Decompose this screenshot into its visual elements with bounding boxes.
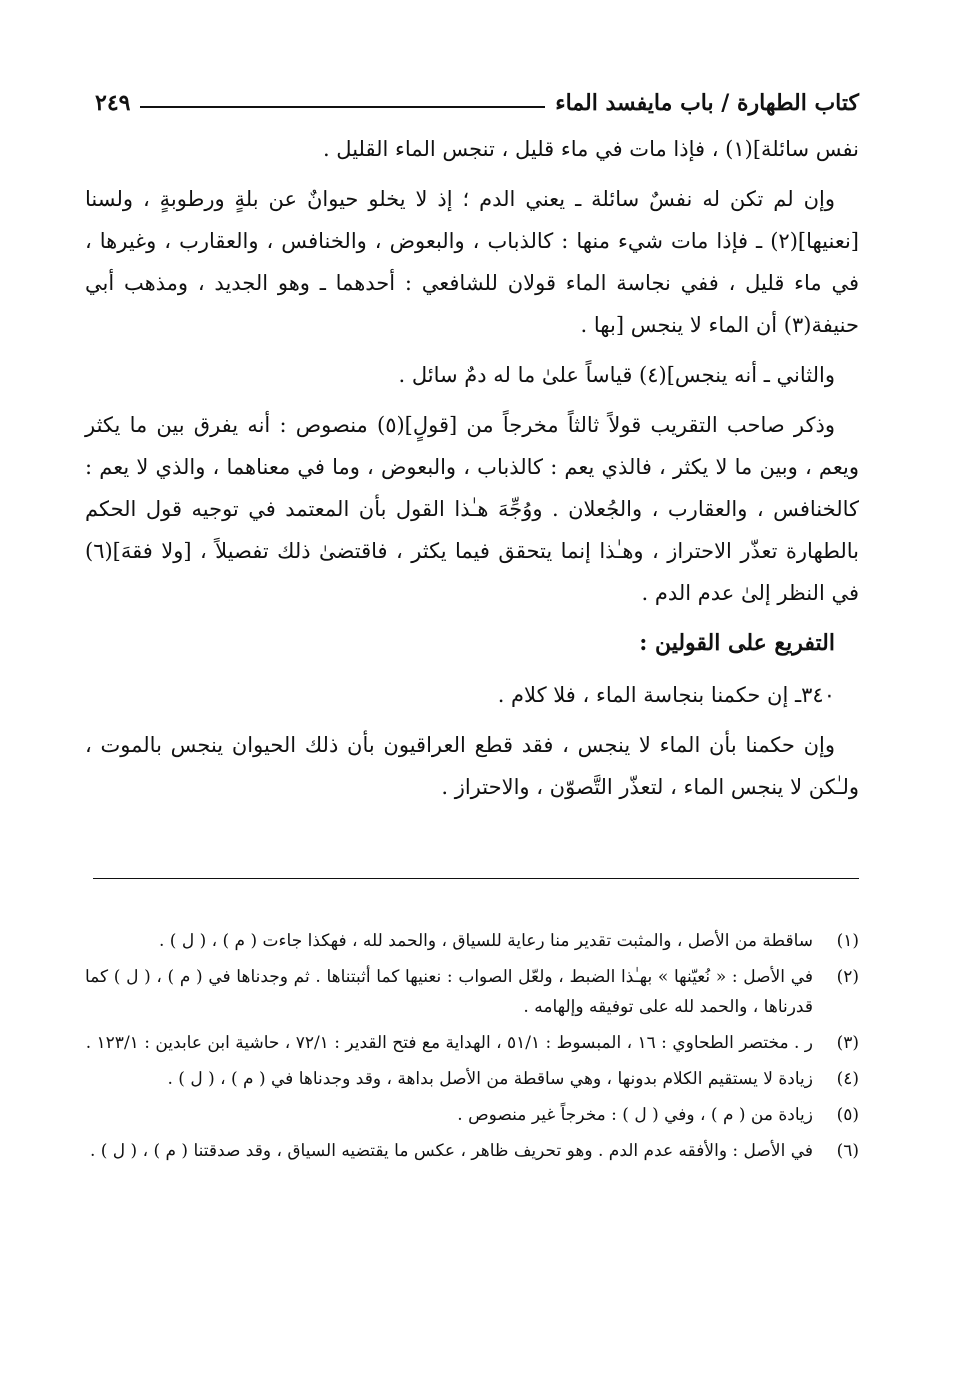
footnote-text: زيادة من ( م ) ، وفي ( ل ) : مخرجاً غير منصوص .	[457, 1105, 813, 1125]
footnote-number: (١)	[836, 931, 859, 951]
footnotes	[85, 926, 859, 1172]
footnote	[85, 926, 859, 956]
footnote-number: (٤)	[836, 1069, 859, 1089]
footnote	[85, 1028, 859, 1058]
paragraph-6: وإن حكمنا بأن الماء لا ينجس ، فقد قطع العراقيون بأن ذلك الحيوان ينجس بالموت ، ولـٰكن لا ينجس الماء ، لتعذّر التَّصوّن ، والاحتراز .	[85, 733, 859, 799]
paragraph-2: وإن لم تكن له نفسٌ سائلة ـ يعني الدم ؛ إذ لا يخلو حيوانٌ عن بلةٍ ورطوبةٍ ، ولسنا [نعنيها](٢) ـ فإذا مات شيء منها : كالذباب ، والبعوض ، والخنافس ، والعقارب ، وغيرها ، في ماء قليل ، ففي نجاسة الماء قولان للشافعي : أحدهما ـ وهو الجديد ، ومذهب أبي حنيفة(٣) أن الماء لا ينجس [بها .	[85, 187, 859, 337]
paragraph-1: نفس سائلة](١) ، فإذا مات في ماء قليل ، تنجس الماء القليل .	[322, 137, 859, 161]
running-header	[95, 82, 859, 116]
footnote	[85, 1064, 859, 1094]
footnote	[85, 1100, 859, 1130]
footnote-number: (٢)	[836, 967, 859, 987]
footnote-text: في الأصل : والأفقه عدم الدم . وهو تحريف ظاهر ، عكس ما يقتضيه السياق ، وقد صدقتنا ( م ) ، ( ل ) .	[89, 1141, 813, 1161]
page-number: ٢٤٩	[95, 90, 131, 116]
footnote	[85, 1136, 859, 1166]
paragraph-5: ٣٤٠ـ إن حكمنا بنجاسة الماء ، فلا كلام .	[497, 683, 835, 707]
footnote-text: زيادة لا يستقيم الكلام بدونها ، وهي ساقطة من الأصل بداهة ، وقد وجدناها في ( م ) ، ( ل ) .	[167, 1069, 813, 1089]
footnote-number: (٥)	[836, 1105, 859, 1125]
footnote-number: (٣)	[836, 1033, 859, 1053]
footnote-text: ساقطة من الأصل ، والمثبت تقدير منا رعاية للسياق ، والحمد لله ، فهكذا جاءت ( م ) ، ( ل ) .	[159, 931, 813, 951]
footnote	[85, 962, 859, 1022]
paragraph-4: وذكر صاحب التقريب قولاً ثالثاً مخرجاً من [قولٍ](٥) منصوص : أنه يفرق بين ما يكثر ويعم ، وبين ما لا يكثر ، فالذي يعم : كالذباب ، والبعوض ، وما في معناهما ، والذي لا يعم : كالخنافس ، والعقارب ، والجُعلان . ووُجِّهَ هـٰذا القول بأن المعتمد في توجيه قول الحكم بالطهارة تعذّر الاحتراز ، وهـٰذا إنما يتحقق فيما يكثر ، فاقتضىٰ ذلك تفصيلاً ، [ولا فقهَ](٦) في النظر إلىٰ عدم الدم .	[85, 413, 859, 605]
header-title: كتاب الطهارة / باب مايفسد الماء	[555, 90, 859, 116]
main-text	[85, 128, 859, 816]
paragraph-3: والثاني ـ أنه ينجس](٤) قياساً علىٰ ما له دمٌ سائل .	[398, 363, 835, 387]
footnote-separator	[93, 878, 859, 879]
header-rule	[140, 106, 545, 108]
footnote-text: في الأصل : « نُعيّنها » بهـٰذا الضبط ، ولعّل الصواب : نعنيها كما أثبتناها . ثم وجدناها في ( م ) ، ( ل ) كما قدرناها ، والحمد لله على توفيقه وإلهامه .	[85, 967, 813, 1017]
footnote-number: (٦)	[836, 1141, 859, 1161]
footnote-text: ر . مختصر الطحاوي : ١٦ ، المبسوط : ٥١/١ ، الهداية مع فتح القدير : ٧٢/١ ، حاشية ابن عابدين : ١٢٣/١ .	[85, 1033, 813, 1053]
section-heading: التفريع على القولين :	[639, 630, 835, 656]
